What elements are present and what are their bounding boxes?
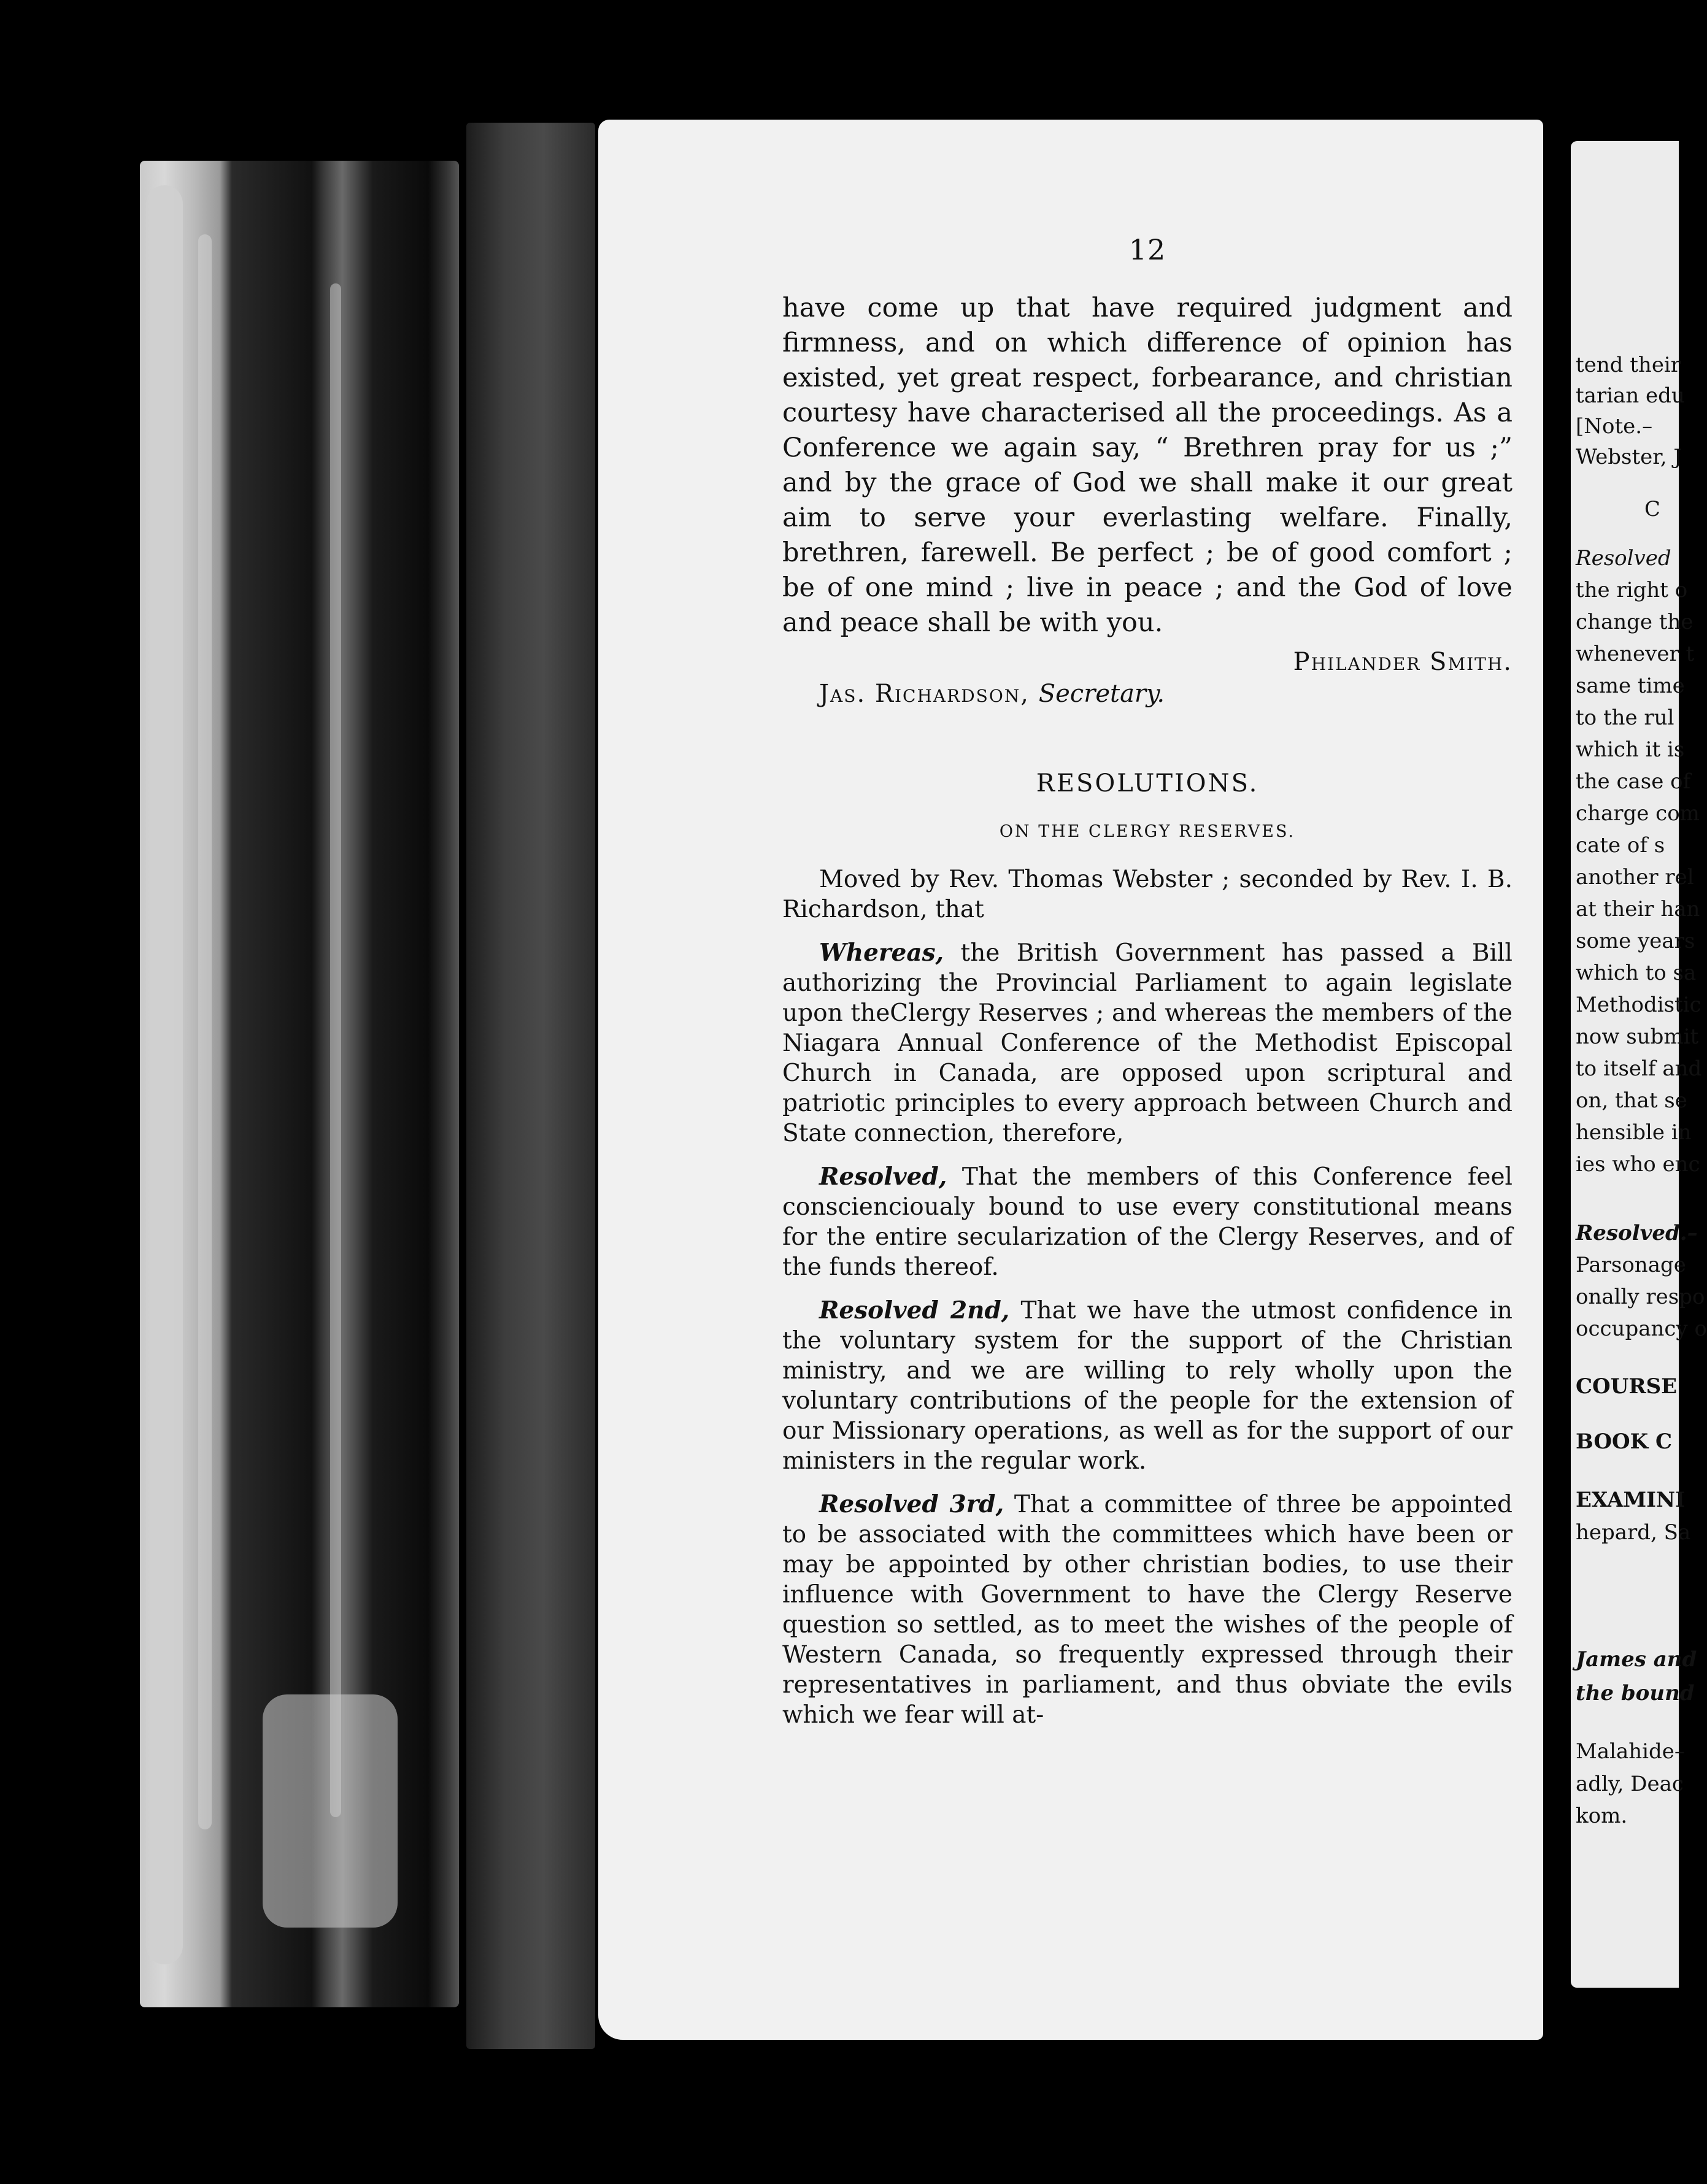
fragment-line: James and — [1576, 1647, 1697, 1672]
fragment-line: to itself and — [1576, 1056, 1702, 1081]
resolution-text: Moved by Rev. Thomas Webster ; seconded by Rev. I. B. Richardson, that — [782, 866, 1512, 923]
fragment-line: another rel — [1576, 865, 1694, 890]
fragment-line: Malahide– — [1576, 1739, 1685, 1764]
resolution-paragraph — [782, 938, 1512, 1148]
fragment-line: which to sa — [1576, 961, 1697, 985]
resolution-text: That we have the utmost confidence in the voluntary system for the support of the Christian ministry, and we are willing to rely wholly upon the voluntary contributions of the people for the extension of our Missionary operations, as well as for the support of our ministers in the regular work. — [782, 1297, 1512, 1475]
book-binding — [466, 123, 595, 2049]
closing-address-paragraph: have come up that have required judgment and firmness, and on which difference of opinion has existed, yet great respect, forbearance, and christian courtesy have characterised all the proceedings. As a Conference we again say, “ Brethren pray for us ;” and by the grace of God we shall make it our great aim to serve your everlasting welfare. Finally, brethren, farewell. Be perfect ; be of good comfort ; be of one mind ; live in peace ; and the God of love and peace shall be with you. — [782, 293, 1512, 638]
fragment-line: now submit — [1576, 1025, 1699, 1049]
fragment-line: the case of — [1576, 769, 1691, 794]
fragment-line: BOOK C — [1576, 1429, 1673, 1454]
fragment-line: cate of s — [1576, 833, 1665, 858]
fragment-line: tend their — [1576, 353, 1681, 377]
fragment-line: Webster, J — [1576, 445, 1682, 469]
fragment-line: Parsonage — [1576, 1253, 1686, 1277]
fragment-line: tarian edu — [1576, 383, 1685, 408]
fragment-line: hensible in — [1576, 1120, 1692, 1145]
section-heading: RESOLUTIONS. — [1036, 769, 1259, 798]
fragment-line: charge com — [1576, 801, 1700, 826]
fragment-line: whenever t — [1576, 642, 1695, 666]
resolution-text: That the members of this Conference feel consciencioualy bound to use every constitutional means for the entire secularization of the Clergy Reserves, and of the funds thereof. — [782, 1163, 1512, 1281]
fragment-line: onally respo — [1576, 1285, 1705, 1309]
fragment-line: change the — [1576, 610, 1694, 634]
resolution-paragraph — [782, 864, 1512, 925]
fragment-line: Methodistic — [1576, 993, 1701, 1017]
resolution-paragraph — [782, 1162, 1512, 1282]
resolution-lead: Resolved 3rd, — [819, 1490, 1004, 1518]
resolution-paragraph — [782, 1296, 1512, 1476]
secretary-name: Jas. Richardson, — [819, 680, 1030, 708]
fragment-line: occupancy o — [1576, 1317, 1707, 1341]
section-subheading: ON THE CLERGY RESERVES. — [999, 822, 1296, 841]
resolution-lead: Resolved 2nd, — [819, 1296, 1010, 1325]
fragment-line: Resolved — [1576, 546, 1671, 571]
fragment-line: EXAMINI — [1576, 1488, 1685, 1512]
resolution-paragraph — [782, 1490, 1512, 1730]
fragment-line: adly, Deac — [1576, 1772, 1684, 1796]
page-text-block — [782, 233, 1512, 1744]
fragment-line: to the rul — [1576, 706, 1674, 730]
fragment-line: [Note.– — [1576, 414, 1653, 439]
fragment-line: the right o — [1576, 578, 1688, 602]
secretary-line — [819, 680, 1512, 708]
fragment-line: ies who enc — [1576, 1152, 1700, 1177]
fragment-line: hepard, Sa — [1576, 1520, 1691, 1545]
next-page-fragment — [1571, 141, 1707, 1988]
resolution-text: That a committee of three be appointed to be associated with the committees which have been or may be appointed by other christian bodies, to use their influence with Government to have the Clergy Reserve question so settled, as to meet the wishes of the people of Western Canada, so frequently expressed through their representatives in parliament, and thus obviate the evils which we fear will at- — [782, 1491, 1512, 1729]
resolution-lead: Whereas, — [819, 939, 944, 967]
signature-name: Philander Smith. — [1293, 648, 1512, 676]
fragment-line: some years — [1576, 929, 1695, 953]
fragment-line: which it is — [1576, 737, 1685, 762]
fragment-line: same time — [1576, 674, 1685, 698]
fragment-line: the bound — [1576, 1681, 1695, 1705]
resolution-lead: Resolved, — [819, 1163, 947, 1191]
book-page — [598, 120, 1543, 2040]
page-number: 12 — [1128, 233, 1166, 266]
resolution-text: the British Government has passed a Bill authorizing the Provincial Parliament to again legislate upon theClergy Reserves ; and whereas the members of the Niagara Annual Conference of the Methodist Episcopal Church in Canada, are opposed upon scriptural and patriotic principles to every approach between Church and State connection, therefore, — [782, 939, 1512, 1147]
left-page-edges — [140, 161, 459, 2007]
fragment-line: at their han — [1576, 897, 1700, 921]
fragment-line: Resolved.– — [1576, 1221, 1698, 1245]
fragment-line: kom. — [1576, 1804, 1628, 1828]
fragment-line: on, that se — [1576, 1088, 1687, 1113]
secretary-role: Secretary. — [1038, 680, 1165, 708]
fragment-line: COURSE — [1576, 1374, 1678, 1399]
fragment-line: C — [1644, 497, 1661, 521]
